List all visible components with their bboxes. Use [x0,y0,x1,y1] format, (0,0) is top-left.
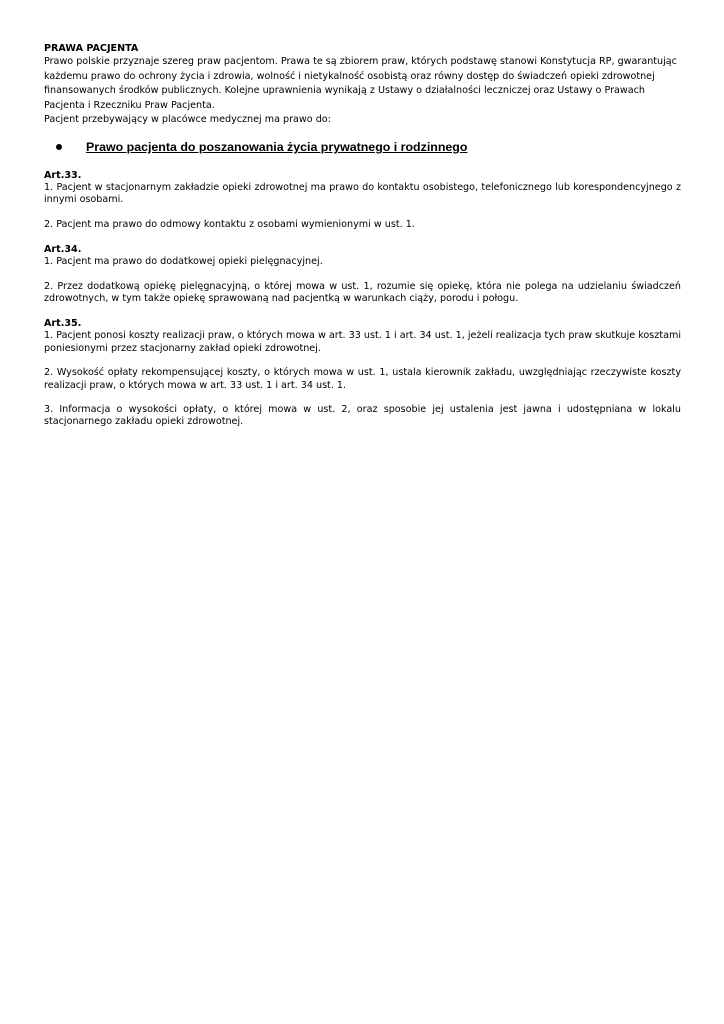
article-heading: Art.34. [44,244,82,256]
document-page [44,42,681,429]
article-34 [44,244,681,305]
article-paragraph: 2. Pacjent ma prawo do odmowy kontaktu z osobami wymienionymi w ust. 1. [44,218,415,230]
article-paragraph: 3. Informacja o wysokości opłaty, o której mowa w ust. 2, oraz sposobie jej ustalenia jest jawna i udostępniana w lokalu stacjonarnego zakładu opieki zdrowotnej. [44,404,681,428]
document-title: PRAWA PACJENTA [44,43,139,54]
article-paragraph: 1. Pacjent ma prawo do dodatkowej opieki pielęgnacyjnej. [44,256,323,268]
bullet-heading: Prawo pacjenta do poszanowania życia prywatnego i rodzinnego [86,139,468,154]
article-heading: Art.35. [44,318,82,330]
article-35 [44,318,681,428]
bullet-item [44,137,681,157]
bullet-icon [56,144,62,150]
article-paragraph: 2. Przez dodatkową opiekę pielęgnacyjną, o której mowa w ust. 1, rozumie się opiekę, która nie polega na udzielaniu świadczeń zdrowotnych, w tym także opiekę sprawowaną nad pacjentką w warunkach ciąży, porodu i połogu. [44,280,681,304]
article-paragraph: 1. Pacjent ponosi koszty realizacji praw, o których mowa w art. 33 ust. 1 i art. 34 ust. 1, jeżeli realizacja tych praw skutkuje kosztami poniesionymi przez stacjonarny zakład opieki zdrowotnej. [44,330,681,354]
article-heading: Art.33. [44,169,82,181]
intro-paragraph: Prawo polskie przyznaje szereg praw pacjentom. Prawa te są zbiorem praw, których podstawę stanowi Konstytucja RP, gwarantując każdemu prawo do ochrony życia i zdrowia, wolność i nietykalność osobistą oraz równy dostęp do świadczeń opieki zdrowotnej finansowanych środków publicznych. Kolejne uprawnienia wynikają z Ustawy o działalności leczniczej oraz Ustawy o Prawach Pacjenta i Rzeczniku Praw Pacjenta. [44,56,677,111]
article-paragraph: 2. Wysokość opłaty rekompensującej koszty, o których mowa w ust. 1, ustala kierownik zakładu, uwzględniając rzeczywiste koszty realizacji praw, o których mowa w art. 33 ust. 1 i art. 34 ust. 1. [44,367,681,391]
intro-lead-in: Pacjent przebywający w placówce medycznej ma prawo do: [44,114,331,126]
article-33 [44,170,681,231]
article-paragraph: 1. Pacjent w stacjonarnym zakładzie opieki zdrowotnej ma prawo do kontaktu osobistego, telefonicznego lub korespondencyjnego z innymi osobami. [44,181,681,206]
